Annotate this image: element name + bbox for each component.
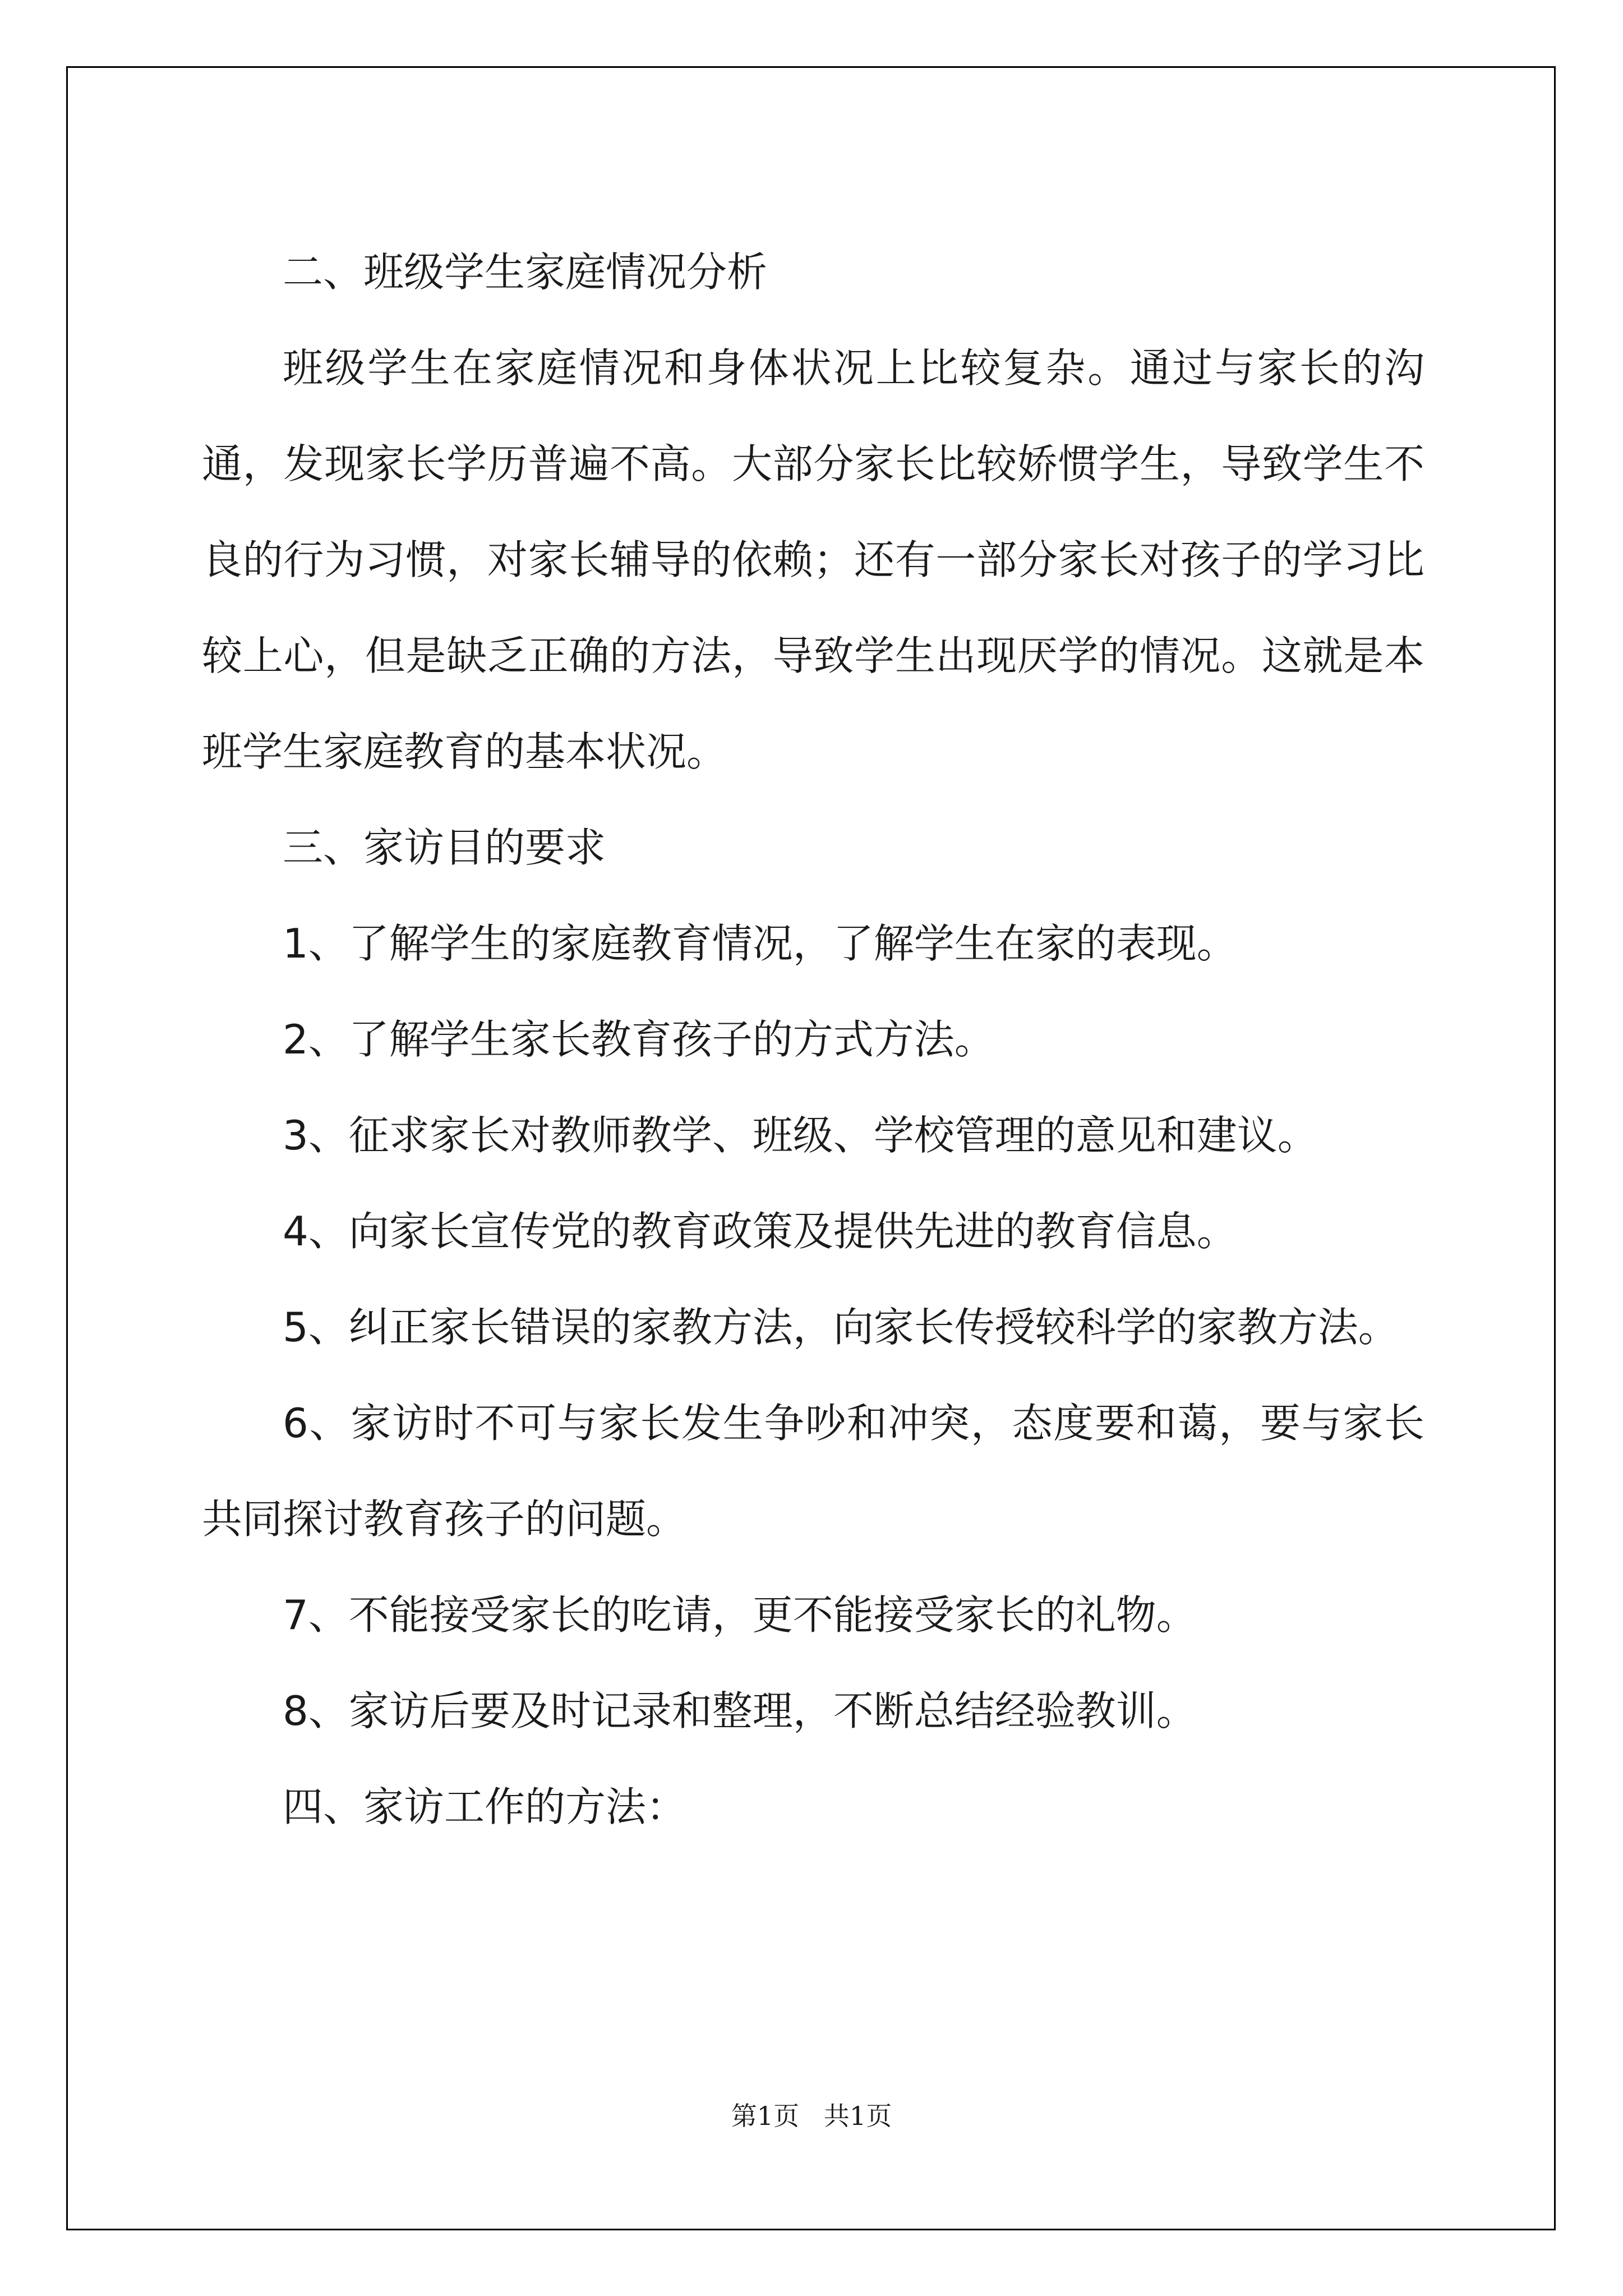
section-heading-visit-methods: 四、家访工作的方法：	[283, 1783, 687, 1830]
requirement-item-8: 8、家访后要及时记录和整理，不断总结经验教训。	[283, 1687, 1197, 1734]
family-analysis-paragraph: 班级学生在家庭情况和身体状况上比较复杂。通过与家长的沟通，发现家长学历普遍不高。大部分家长比较娇惯学生，导致学生不良的行为习惯，对家长辅导的依赖；还有一部分家长对孩子的学习比较上心，但是缺乏正确的方法，导致学生出现厌学的情况。这就是本班学生家庭教育的基本状况。	[202, 344, 1424, 775]
section-heading-family-analysis: 二、班级学生家庭情况分析	[283, 249, 768, 296]
requirement-item-1: 1、了解学生的家庭教育情况，了解学生在家的表现。	[283, 920, 1237, 967]
requirement-item-7: 7、不能接受家长的吃请，更不能接受家长的礼物。	[283, 1591, 1197, 1639]
section-heading-visit-requirements: 三、家访目的要求	[283, 824, 606, 871]
requirement-item-3: 3、征求家长对教师教学、班级、学校管理的意见和建议。	[283, 1112, 1318, 1159]
document-body	[202, 224, 1424, 1855]
requirement-item-4: 4、向家长宣传党的教育政策及提供先进的教育信息。	[283, 1208, 1237, 1255]
page-number-footer: 第1页 共1页	[731, 2101, 892, 2131]
requirement-item-2: 2、了解学生家长教育孩子的方式方法。	[283, 1016, 995, 1063]
requirement-item-5: 5、纠正家长错误的家教方法，向家长传授较科学的家教方法。	[283, 1304, 1399, 1351]
requirement-item-6: 6、家访时不可与家长发生争吵和冲突，态度要和蔼，要与家长共同探讨教育孩子的问题。	[202, 1400, 1424, 1543]
